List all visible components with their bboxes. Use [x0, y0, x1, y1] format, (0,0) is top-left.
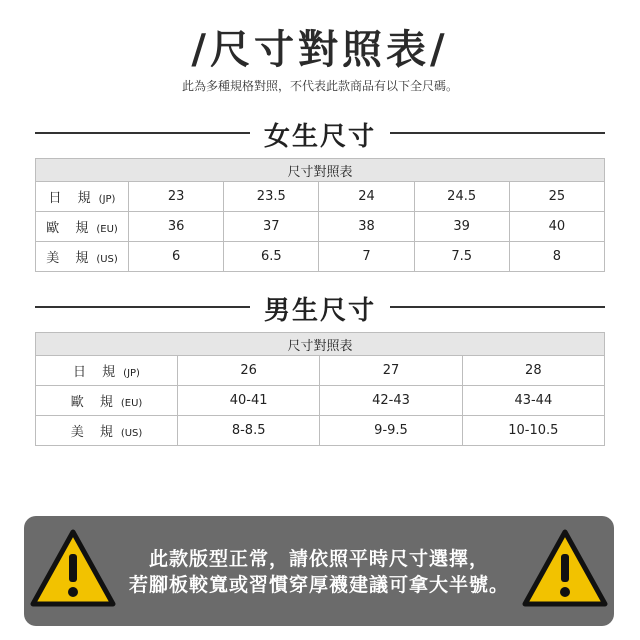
- table-caption: 尺寸對照表: [36, 333, 605, 356]
- table-cell: 23: [129, 182, 224, 212]
- row-label-code: (JP): [123, 368, 140, 379]
- divider-right: [390, 132, 605, 134]
- table-cell: 27: [320, 356, 462, 386]
- men-heading-text: 男生尺寸: [263, 296, 376, 326]
- row-label-code: (US): [120, 428, 143, 439]
- men-size-table: [35, 332, 605, 446]
- table-row: [36, 416, 605, 446]
- table-cell: 39: [414, 212, 509, 242]
- table-row: [36, 212, 605, 242]
- table-cell: 28: [462, 356, 604, 386]
- table-caption: 尺寸對照表: [36, 159, 605, 182]
- table-cell: 9-9.5: [320, 416, 462, 446]
- table-cell: 8-8.5: [178, 416, 320, 446]
- table-row: [36, 242, 605, 272]
- table-cell: 24: [319, 182, 414, 212]
- table-cell: 42-43: [320, 386, 462, 416]
- notice-line-2: 若腳板較寬或習慣穿厚襪建議可拿大半號。: [128, 574, 509, 596]
- table-row: [36, 356, 605, 386]
- row-label-text: 日 規: [73, 365, 122, 380]
- table-row: [36, 386, 605, 416]
- page-title: /尺寸對照表/: [191, 26, 449, 73]
- table-cell: 24.5: [414, 182, 509, 212]
- row-label-jp: [36, 356, 178, 386]
- table-cell: 7: [319, 242, 414, 272]
- notice-line-1: 此款版型正常，請依照平時尺寸選擇，: [148, 548, 489, 570]
- row-label-code: (EU): [120, 398, 143, 409]
- women-size-table: [35, 158, 605, 272]
- notice-banner: [24, 516, 614, 626]
- table-cell: 38: [319, 212, 414, 242]
- table-caption-row: [36, 333, 605, 356]
- table-cell: 10-10.5: [462, 416, 604, 446]
- table-caption-row: [36, 159, 605, 182]
- row-label-eu: [36, 212, 129, 242]
- divider-left: [35, 306, 250, 308]
- table-cell: 43-44: [462, 386, 604, 416]
- row-label-jp: [36, 182, 129, 212]
- table-cell: 26: [178, 356, 320, 386]
- table-cell: 37: [224, 212, 319, 242]
- table-cell: 40: [509, 212, 604, 242]
- table-cell: 40-41: [178, 386, 320, 416]
- row-label-code: (EU): [96, 224, 118, 235]
- divider-left: [35, 132, 250, 134]
- table-cell: 36: [129, 212, 224, 242]
- table-cell: 6: [129, 242, 224, 272]
- row-label-text: 歐 規: [70, 395, 119, 410]
- warning-icon: [30, 528, 116, 608]
- women-section-heading: [35, 118, 605, 152]
- row-label-text: 美 規: [46, 251, 95, 266]
- table-cell: 8: [509, 242, 604, 272]
- table-cell: 25: [509, 182, 604, 212]
- page-subtitle: 此為多種規格對照，不代表此款商品有以下全尺碼。: [181, 79, 458, 93]
- row-label-us: [36, 416, 178, 446]
- row-label-code: (JP): [98, 194, 116, 205]
- women-heading-text: 女生尺寸: [263, 122, 376, 152]
- table-row: [36, 182, 605, 212]
- divider-right: [390, 306, 605, 308]
- men-section-heading: [35, 292, 605, 326]
- row-label-eu: [36, 386, 178, 416]
- row-label-text: 美 規: [70, 425, 119, 440]
- table-cell: 7.5: [414, 242, 509, 272]
- table-cell: 6.5: [224, 242, 319, 272]
- warning-icon: [522, 528, 608, 608]
- row-label-us: [36, 242, 129, 272]
- row-label-code: (US): [96, 254, 118, 265]
- row-label-text: 歐 規: [46, 221, 95, 236]
- row-label-text: 日 規: [48, 191, 97, 206]
- table-cell: 23.5: [224, 182, 319, 212]
